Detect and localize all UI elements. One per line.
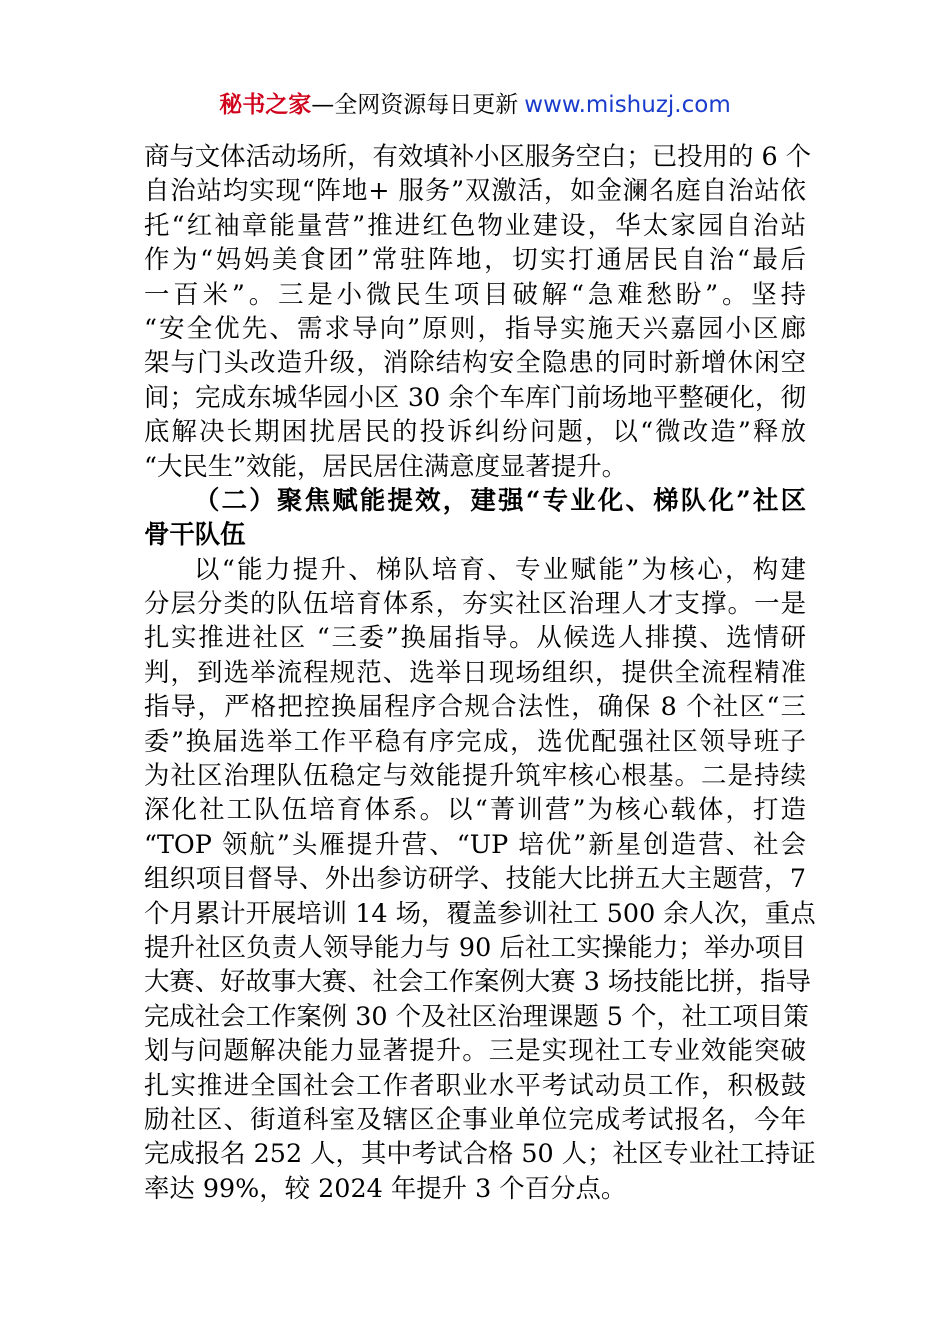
body-line: 率达 99%，较 2024 年提升 3 个百分点。 (144, 1172, 627, 1203)
body-line: 底解决长期困扰居民的投诉纠纷问题，以“微改造”释放 (144, 416, 806, 447)
body-line: 扎实推进社区 “三委”换届指导。从候选人排摸、选情研 (144, 622, 806, 653)
body-line: 完成报名 252 人，其中考试合格 50 人；社区专业社工持证 (144, 1138, 816, 1169)
body-line: 判，到选举流程规范、选举日现场组织，提供全流程精准 (144, 656, 806, 687)
body-line: 间；完成东城华园小区 30 余个车库门前场地平整硬化，彻 (144, 381, 806, 412)
body-line: 划与问题解决能力显著提升。三是实现社工专业效能突破 (144, 1035, 806, 1066)
document-body (144, 139, 816, 1205)
body-line: 托“红袖章能量营”推进红色物业建设，华太家园自治站 (144, 209, 806, 240)
body-line: 分层分类的队伍培育体系，夯实社区治理人才支撑。一是 (144, 588, 806, 619)
body-line: 完成社会工作案例 30 个及社区治理课题 5 个，社工项目策 (144, 1000, 809, 1031)
body-line: 组织项目督导、外出参访研学、技能大比拼五大主题营，7 (144, 863, 806, 894)
body-line: 深化社工队伍培育体系。以“菁训营”为核心载体，打造 (144, 794, 806, 825)
site-url-link[interactable]: www.mishuzj.com (524, 92, 731, 118)
body-line: 一百米”。三是小微民生项目破解“急难愁盼”。坚持 (144, 278, 806, 309)
body-line: 自治站均实现“阵地+ 服务”双激活，如金澜名庭自治站依 (144, 175, 806, 206)
body-line: 指导，严格把控换届程序合规合法性，确保 8 个社区“三 (144, 691, 806, 722)
body-line: 以“能力提升、梯队培育、专业赋能”为核心，构建 (194, 553, 806, 584)
section-heading-cont: 骨干队伍 (144, 519, 246, 550)
site-brand: 秘书之家 (219, 92, 312, 118)
site-tagline: —全网资源每日更新 (311, 92, 519, 118)
body-line: 扎实推进全国社会工作者职业水平考试动员工作，积极鼓 (144, 1069, 806, 1100)
body-line: 委”换届选举工作平稳有序完成，选优配强社区领导班子 (144, 725, 806, 756)
body-line: 大赛、好故事大赛、社会工作案例大赛 3 场技能比拼，指导 (144, 966, 812, 997)
body-line: 架与门头改造升级，消除结构安全隐患的同时新增休闲空 (144, 347, 806, 378)
body-line: “TOP 领航”头雁提升营、“UP 培优”新星创造营、社会 (144, 828, 806, 859)
body-line: 作为“妈妈美食团”常驻阵地，切实打通居民自治“最后 (144, 244, 806, 275)
site-header (0, 88, 950, 122)
body-line: 商与文体活动场所，有效填补小区服务空白；已投用的 6 个 (144, 141, 812, 171)
section-heading: （二）聚焦赋能提效，建强“专业化、梯队化”社区 (194, 484, 806, 515)
body-line: “大民生”效能，居民居住满意度显著提升。 (144, 450, 627, 481)
body-line: 励社区、街道科室及辖区企事业单位完成考试报名，今年 (144, 1103, 806, 1134)
body-line: 个月累计开展培训 14 场，覆盖参训社工 500 余人次，重点 (144, 897, 816, 928)
body-line: 提升社区负责人领导能力与 90 后社工实操能力；举办项目 (144, 931, 806, 962)
body-line: 为社区治理队伍稳定与效能提升筑牢核心根基。二是持续 (144, 760, 806, 791)
body-line: “安全优先、需求导向”原则，指导实施天兴嘉园小区廊 (144, 312, 806, 343)
